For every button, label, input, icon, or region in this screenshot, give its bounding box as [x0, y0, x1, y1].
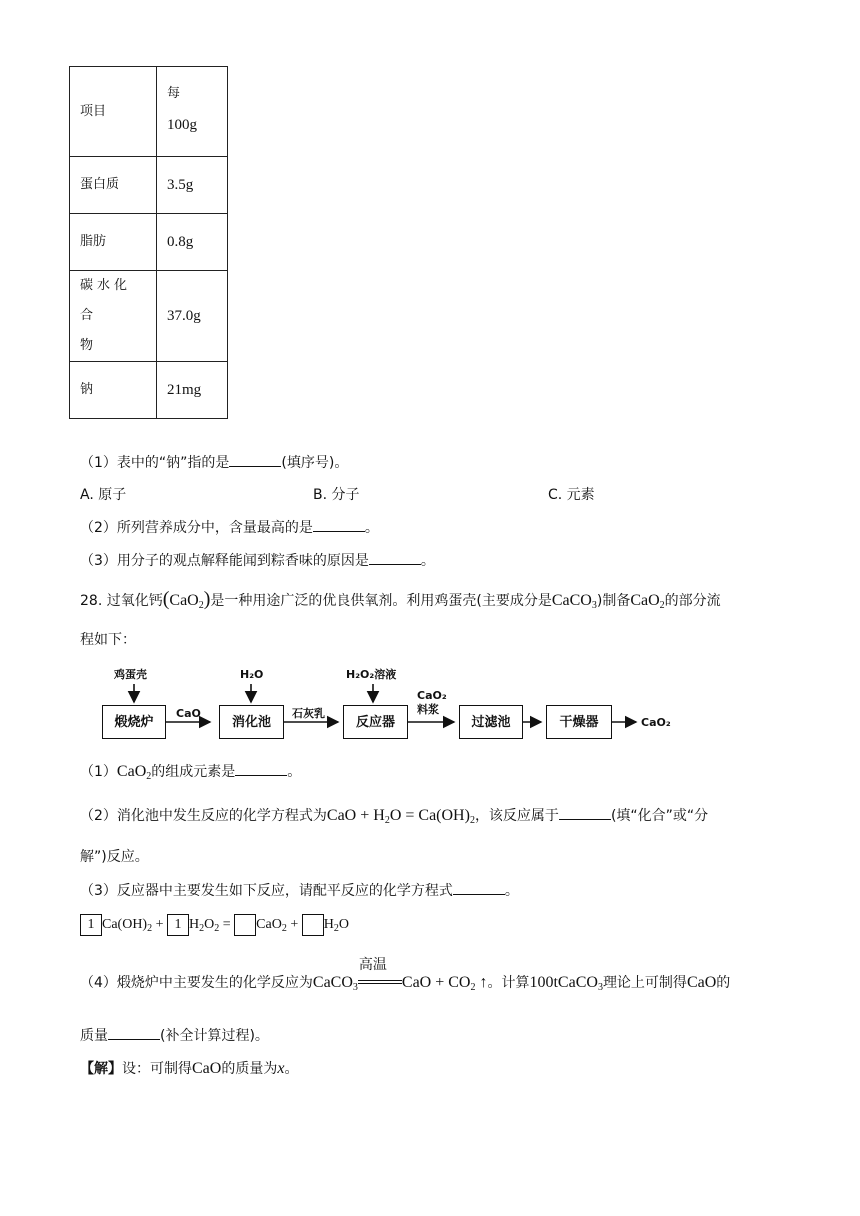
- table-cell-value: 21mg: [157, 362, 228, 419]
- table-cell-item: 碳水化合 物: [70, 271, 157, 362]
- solution-line: 【解】设：可制得CaO的质量为x。: [80, 1060, 299, 1077]
- flow-box-dryer: 干燥器: [546, 705, 612, 739]
- flow-label-cao2: CaO₂: [417, 689, 447, 702]
- table-cell-item: 项目: [70, 67, 157, 157]
- flow-input-h2o2: H₂O₂溶液: [346, 668, 397, 681]
- q28-part2: （2）消化池中发生反应的化学方程式为CaO + $H_2O = Ca(OH)_2$，该反应属于 (填“化合”或“分: [80, 807, 709, 826]
- coefficient-box-1: 1: [80, 914, 102, 936]
- flow-box-filter: 过滤池: [459, 705, 523, 739]
- flow-input-water: H₂O: [240, 668, 264, 681]
- table-cell-value: 3.5g: [157, 157, 228, 214]
- table-cell-value: 0.8g: [157, 214, 228, 271]
- flow-box-slaker: 消化池: [219, 705, 284, 739]
- flow-label-lime-milk: 石灰乳: [292, 707, 325, 720]
- coefficient-box-2: 1: [167, 914, 189, 936]
- flow-label-cao: CaO: [176, 707, 201, 720]
- q28-intro: 28. 过氧化钙(CaO$_2$)是一种用途广泛的优良供氧剂。利用鸡蛋壳(主要成分是CaCO$_3$)制备CaO$_2$的部分流: [80, 588, 721, 611]
- q27-part1: （1）表中的“钠”指的是 (填序号)。: [80, 455, 349, 471]
- q27-part3: （3）用分子的观点解释能闻到粽香味的原因是 。: [80, 553, 435, 569]
- coefficient-box-4[interactable]: [302, 914, 324, 936]
- q27-option-c: C. 元素: [548, 487, 595, 503]
- reaction-condition: 高温: [358, 976, 402, 990]
- flow-box-calciner: 煅烧炉: [102, 705, 166, 739]
- q28-part1: （1）CaO$_2$的组成元素是 。: [80, 763, 302, 782]
- coefficient-box-3[interactable]: [234, 914, 256, 936]
- table-cell-item: 脂肪: [70, 214, 157, 271]
- q27-option-b: B. 分子: [313, 487, 360, 503]
- flow-output-cao2: CaO₂: [641, 716, 671, 729]
- q27-option-a: A. 原子: [80, 487, 127, 503]
- flow-input-eggshell: 鸡蛋壳: [114, 668, 147, 681]
- table-cell-value: 37.0g: [157, 271, 228, 362]
- table-cell-item: 蛋白质: [70, 157, 157, 214]
- flow-box-reactor: 反应器: [343, 705, 408, 739]
- flow-label-slurry: 料浆: [417, 703, 439, 716]
- q28-part4-cont: 质量 (补全计算过程)。: [80, 1028, 269, 1044]
- q28-part2-cont: 解”)反应。: [80, 849, 149, 865]
- q28-intro-cont: 程如下：: [80, 632, 136, 648]
- q28-part4: （4）煅烧炉中主要发生的化学反应为CaCO$_3$ 高温 CaO + $CO_2$ ↑。计算100tCaCO$_3$理论上可制得CaO的: [80, 957, 731, 993]
- q27-part2: （2）所列营养成分中，含量最高的是 。: [80, 520, 379, 536]
- balance-equation: 1 $Ca(OH)_2 + 1$ $H_2O_2 = CaO_2 + H_2O$: [80, 914, 349, 936]
- q28-part3: （3）反应器中主要发生如下反应，请配平反应的化学方程式 。: [80, 883, 519, 899]
- table-cell-item: 钠: [70, 362, 157, 419]
- table-cell-value: 每 100g: [157, 67, 228, 157]
